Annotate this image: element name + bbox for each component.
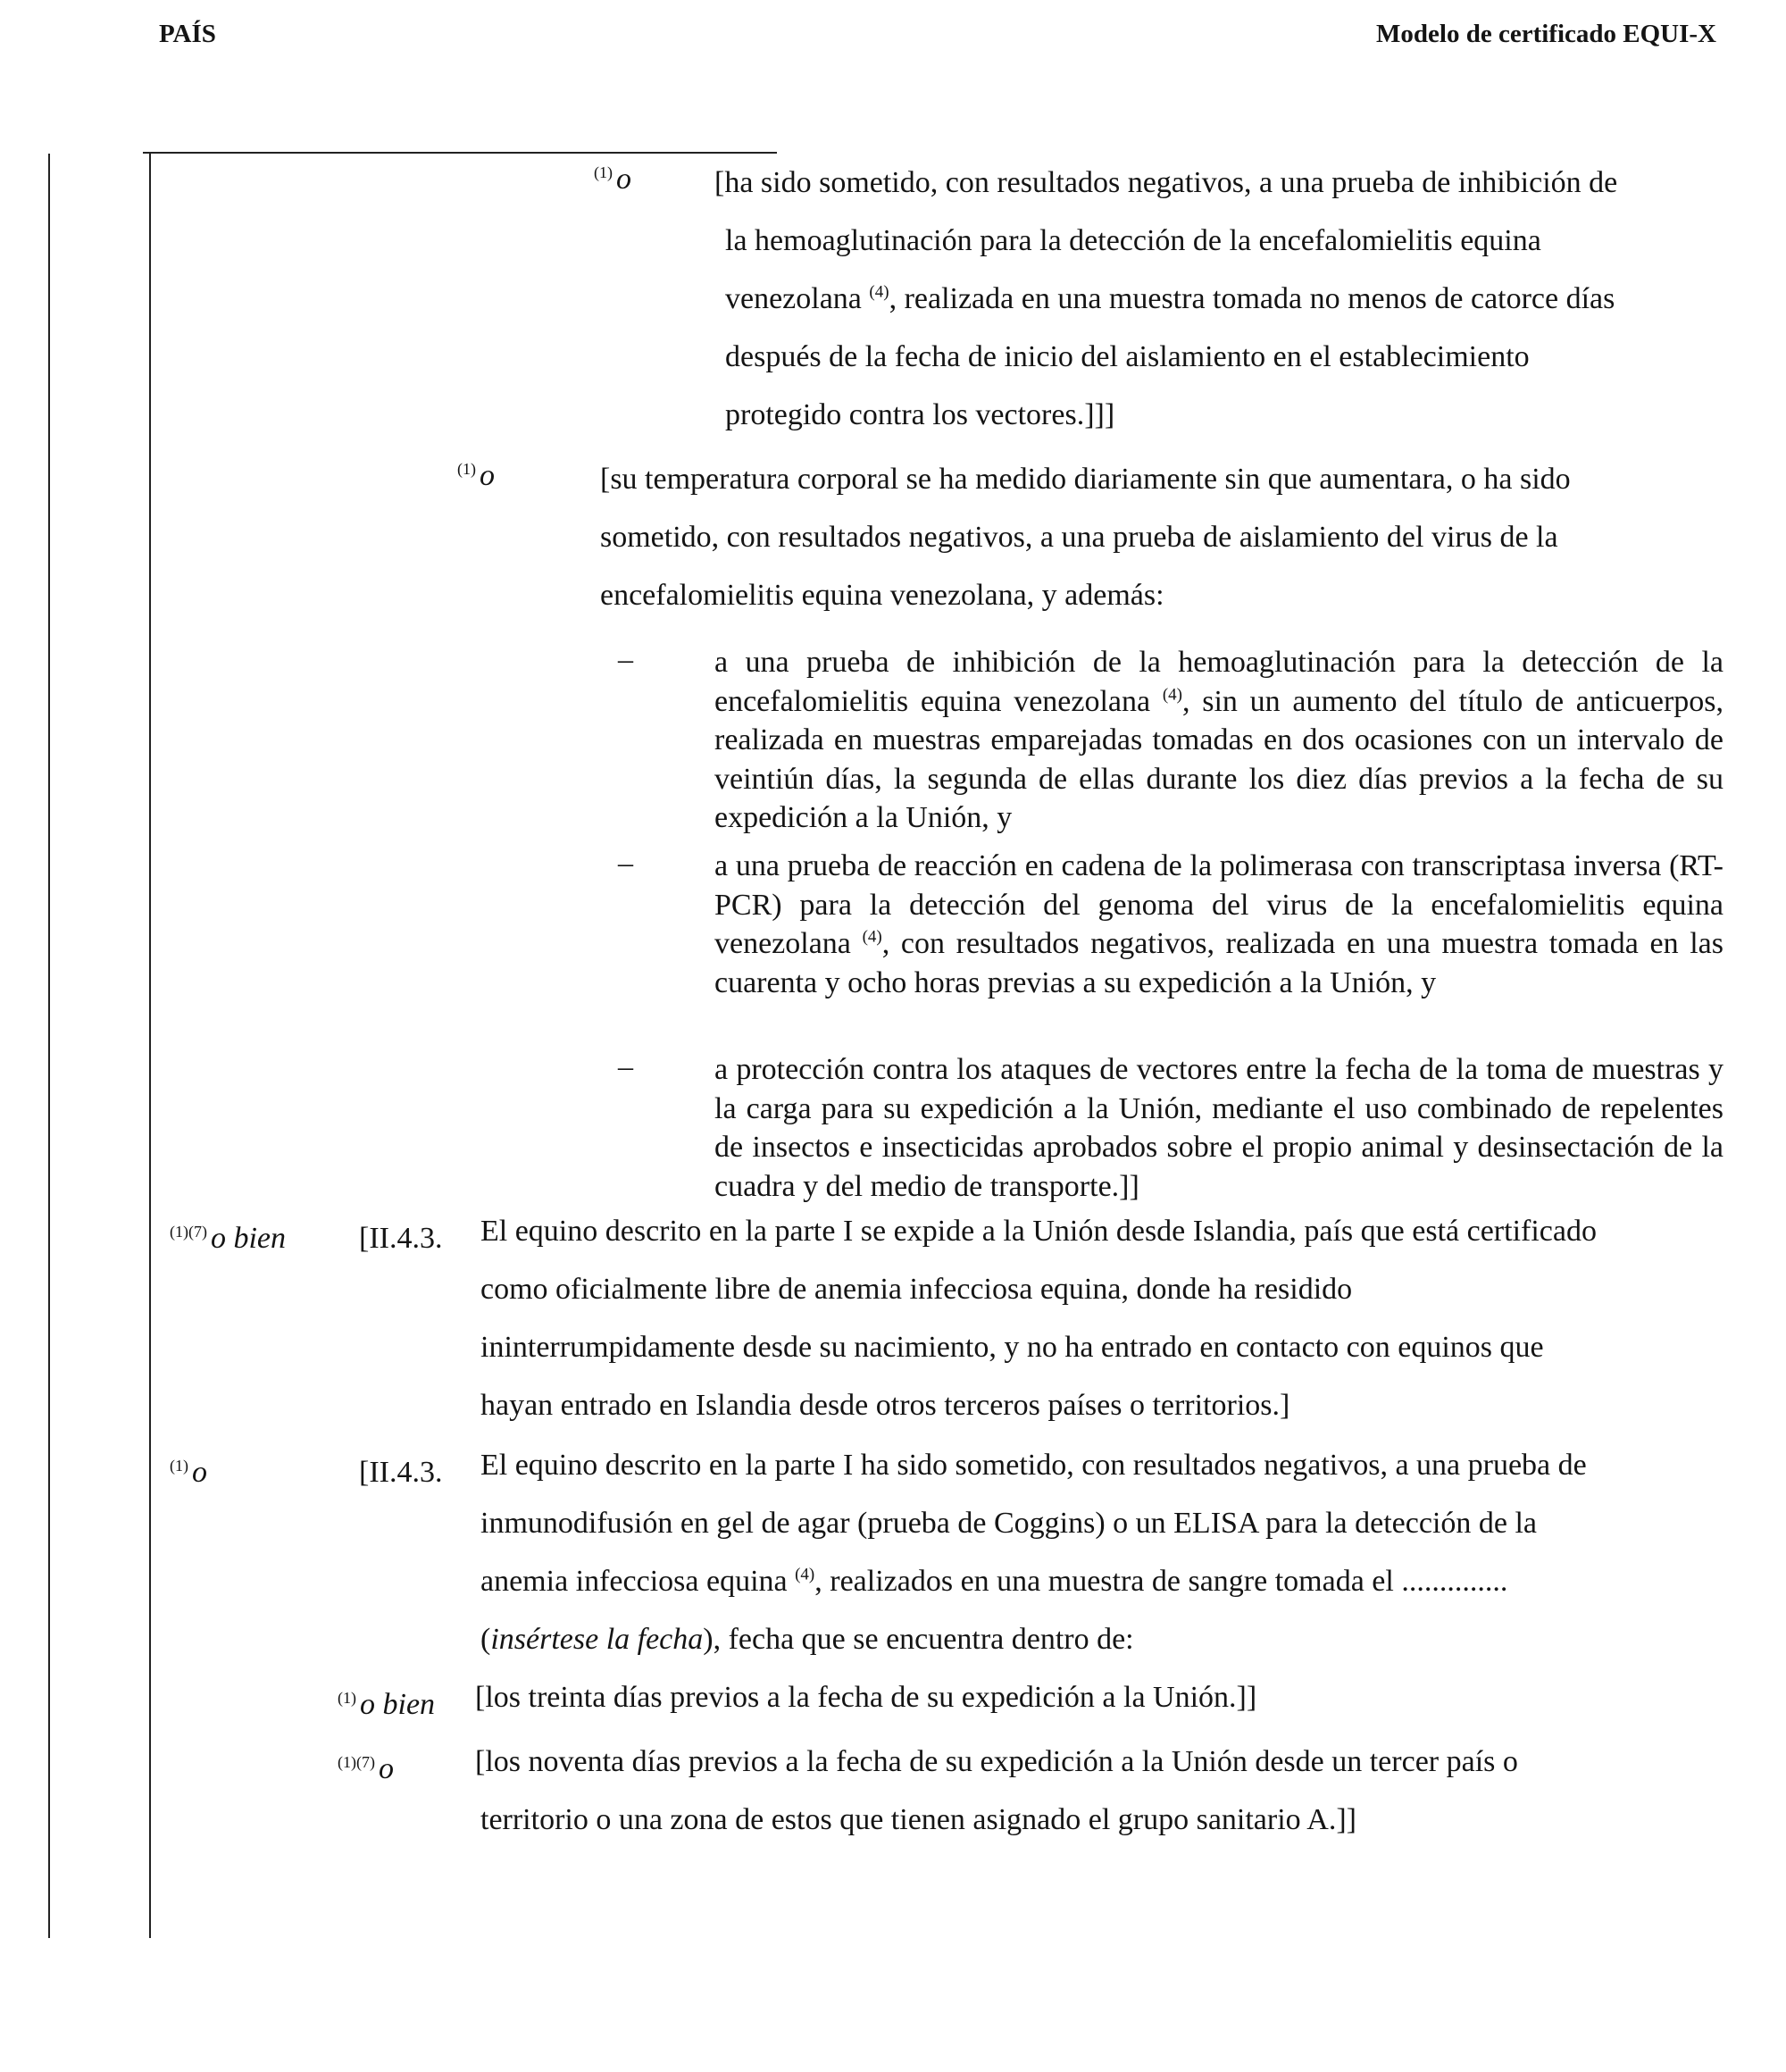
option-marker: $^{(1)}$ o [170, 1456, 207, 1489]
left-frame-rule [48, 154, 50, 1938]
option-text-temperature: [su temperatura corporal se ha medido diariamente sin que aumentara, o ha sido sometido, con resultados negativos, a una prueba de aislamiento del virus de la encefalomielitis equina venezolana, y además: [600, 463, 1571, 612]
header-model-title: Modelo de certificado EQUI-X [1376, 20, 1716, 48]
option-text-ninety-days: [los noventa días previos a la fecha de su expedición a la Unión desde un tercer país o territorio o una zona de estos que tienen asignado el grupo sanitario A.]] [475, 1745, 1518, 1836]
header-country: PAÍS [159, 20, 216, 48]
top-partial-rule [143, 152, 777, 154]
bullet-dash: – [618, 1050, 633, 1083]
bullet-item: a una prueba de reacción en cadena de la polimerasa con transcriptasa inversa (RT-PCR) para la detección del genoma del virus de la encefalomielitis equina venezolana $^{(4)}$, con resultados negativos, realizada en una muestra tomada en las cuarenta y ocho horas previas a su expedición a la Unión, y [714, 849, 1724, 999]
option-marker: $^{(1)}$ o [594, 163, 631, 196]
option-text-coggins: El equino descrito en la parte I ha sido sometido, con resultados negativos, a una prueba de inmunodifusión en gel de agar (prueba de Coggins) o un ELISA para la detección de la anemia infecciosa equina $^{(4)}$, realizados en una muestra de sangre tomada el .............. (insértese la fecha), fecha que se encuentra dentro de: [480, 1449, 1587, 1656]
bullet-dash: – [618, 643, 633, 676]
option-text-thirty-days: [los treinta días previos a la fecha de su expedición a la Unión.]] [475, 1681, 1257, 1714]
option-marker: $^{(1)(7)}$ o bien [170, 1222, 287, 1255]
option-marker: $^{(1)(7)}$ o [338, 1752, 394, 1785]
option-marker: $^{(1)}$ o bien [338, 1688, 436, 1721]
option-marker: $^{(1)}$ o [457, 459, 495, 492]
section-number: [II.4.3. [359, 1222, 443, 1255]
bullet-dash: – [618, 847, 633, 880]
bullet-item: a protección contra los ataques de vectores entre la fecha de la toma de muestras y la carga para su expedición a la Unión, mediante el uso combinado de repelentes de insectos e insecticidas aprobados sobre el propio animal y desinsectación de la cuadra y del medio de transporte.]] [714, 1053, 1723, 1203]
section-number: [II.4.3. [359, 1456, 443, 1489]
inner-frame-rule [149, 154, 151, 1938]
option-text-hemagglutination: [ha sido sometido, con resultados negativos, a una prueba de inhibición de la hemoaglutinación para la detección de la encefalomielitis equina venezolana $^{(4)}$, realizada en una muestra tomada no menos de catorce días después de la fecha de inicio del aislamiento en el establecimiento protegido contra los vectores.]]] [714, 166, 1618, 431]
bullet-item: a una prueba de inhibición de la hemoaglutinación para la detección de la encefalomielitis equina venezolana $^{(4)}$, sin un aumento del título de anticuerpos, realizada en muestras emparejadas tomadas en dos ocasiones con un intervalo de veintiún días, la segunda de ellas durante los diez días previos a la fecha de su expedición a la Unión, y [714, 646, 1723, 834]
option-text-iceland: El equino descrito en la parte I se expide a la Unión desde Islandia, país que está certificado como oficialmente libre de anemia infecciosa equina, donde ha residido ininterrumpidamente desde su nacimiento, y no ha entrado en contacto con equinos que hayan entrado en Islandia desde otros terceros países o territorios.] [480, 1215, 1597, 1422]
